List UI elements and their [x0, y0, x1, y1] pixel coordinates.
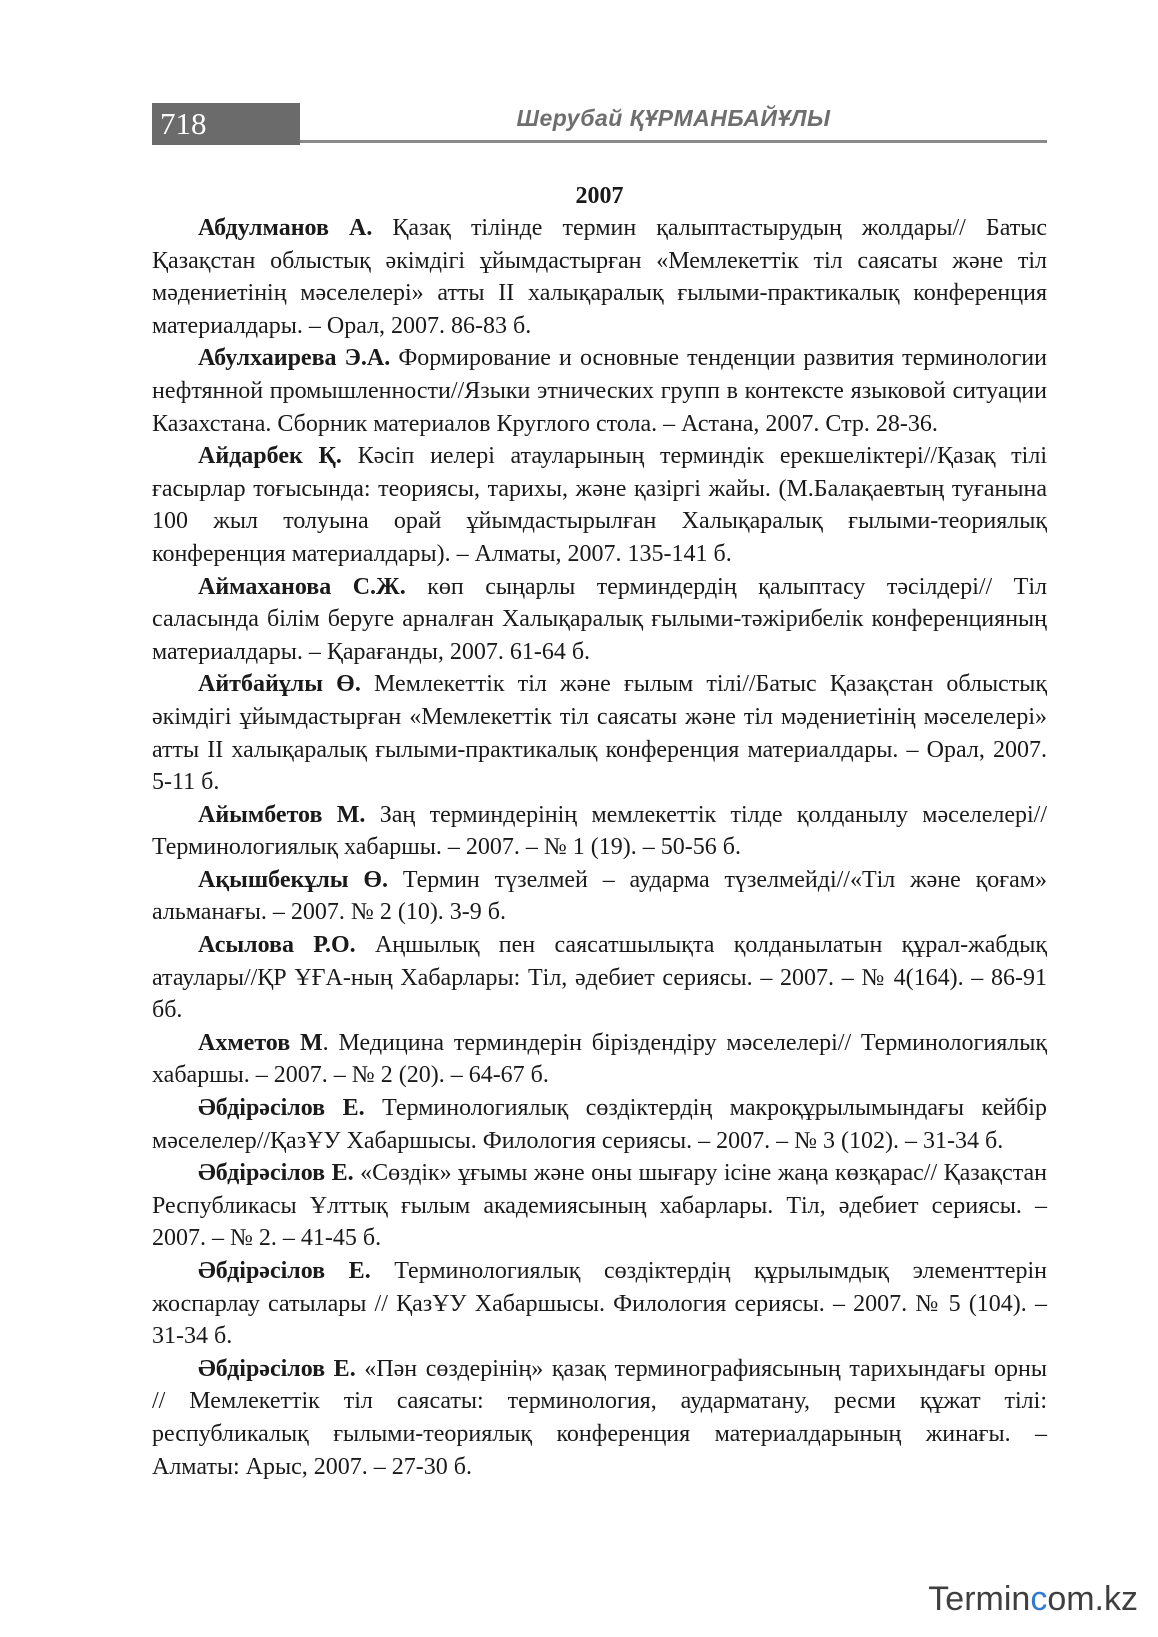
watermark-part1: Termin: [928, 1580, 1031, 1618]
bibliography-entry: [152, 1092, 1047, 1157]
bibliography-entry: [152, 1027, 1047, 1092]
page-content: [152, 180, 1047, 1483]
bibliography-entry: [152, 342, 1047, 440]
entry-text: . Медицина терминдерін біріздендіру мәселелері// Терминологиялық хабаршы. – 2007. – № 2 (20). – 64-67 б.: [152, 1029, 1047, 1089]
header-rule: [300, 140, 1047, 143]
bibliography-entry: [152, 668, 1047, 798]
bibliography-entry: [152, 1353, 1047, 1483]
entry-author: Айымбетов М.: [198, 801, 366, 828]
entry-author: Әбдірәсілов Е.: [198, 1095, 365, 1122]
entry-text: Қазақ тілінде термин қалыптастырудың жолдары// Батыс Қазақстан облыстық әкімдігі ұйымдастырған «Мемлекеттік тіл саясаты және тіл мәдениетінің мәселелері» атты ІІ халықаралық ғылыми-практикалық конференция материалдары. – Орал, 2007. 86-83 б.: [152, 215, 1048, 339]
bibliography-entry: [152, 571, 1047, 669]
bibliography-entry: [152, 1255, 1047, 1353]
bibliography-entry: [152, 440, 1047, 570]
section-year-heading: 2007: [575, 183, 624, 209]
entry-author: Абулхаирева Э.А.: [198, 345, 391, 372]
watermark-part3: om.kz: [1047, 1580, 1138, 1618]
bibliography-entry: [152, 929, 1047, 1027]
page-header: [152, 103, 1047, 145]
entry-text: көп сыңарлы терминдердің қалыптасу тәсілдері// Тіл саласында білім беруге арналған Халықаралық ғылыми-тәжірибелік конференцияның материалдары. – Қарағанды, 2007. 61-64 б.: [152, 573, 1047, 665]
entry-author: Ахметов М: [198, 1029, 323, 1056]
entry-text: Мемлекеттік тіл және ғылым тілі//Батыс Қазақстан облыстық әкімдігі ұйымдастырған «Мемлекеттік тіл саясаты және тіл мәдениетінің мәселелері» атты ІІ халықаралық ғылыми-практикалық конференция материалдары. – Орал, 2007. 5-11 б.: [152, 671, 1047, 796]
bibliography-entry: [152, 1157, 1047, 1255]
entry-author: Айтбайұлы Ө.: [198, 671, 361, 698]
entry-author: Айдарбек Қ.: [198, 443, 342, 470]
bibliography-entry: [152, 799, 1047, 864]
entry-text: «Пән сөздерінің» қазақ терминографиясының тарихындағы орны // Мемлекеттік тіл саясаты: терминология, аударматану, ресми құжат тілі: республикалық ғылыми-теориялық конференция материалдарының жинағы. – Алматы: Арыс, 2007. – 27-30 б.: [152, 1355, 1047, 1480]
entry-text: «Сөздік» ұғымы және оны шығару ісіне жаңа көзқарас// Қазақстан Республикасы Ұлттық ғылым академиясының хабарлары. Тіл, әдебиет сериясы. – 2007. – № 2. – 41-45 б.: [152, 1160, 1047, 1252]
entry-text: Аңшылық пен саясатшылықта қолданылатын құрал-жабдық атаулары//ҚР ҰҒА-ның Хабарлары: Тіл, әдебиет сериясы. – 2007. – № 4(164). – 86-91 бб.: [152, 932, 1047, 1024]
site-watermark: [928, 1580, 1138, 1619]
bibliography-entry: [152, 212, 1047, 342]
entry-text: Кәсіп иелері атауларының терминдік ерекшеліктері//Қазақ тілі ғасырлар тоғысында: теориясы, тарихы, және қазіргі жайы. (М.Балақаевтың туғанына 100 жыл толуына орай ұйымдастырылған Халықаралық ғылыми-теориялық конференция материалдары). – Алматы, 2007. 135-141 б.: [152, 443, 1047, 567]
entry-text: Термин түзелмей – аударма түзелмейді//«Тіл және қоғам» альманағы. – 2007. № 2 (10). 3-9 б.: [152, 866, 1047, 926]
entry-author: Абдулманов А.: [198, 215, 373, 241]
page-number: 718: [152, 103, 300, 145]
entry-author: Әбдірәсілов Е.: [198, 1258, 371, 1284]
entry-author: Әбдірәсілов Е.: [198, 1355, 356, 1382]
entry-author: Аймаханова С.Ж.: [198, 573, 406, 600]
entry-text: Терминологиялық сөздіктердің макроқұрылымындағы кейбір мәселелер//ҚазҰУ Хабаршысы. Филология сериясы. – 2007. – № 3 (102). – 31-34 б.: [152, 1095, 1047, 1154]
bibliography-entry: [152, 864, 1047, 929]
entry-text: Терминологиялық сөздіктердің құрылымдық элементтерін жоспарлау сатылары // ҚазҰУ Хабаршысы. Филология сериясы. – 2007. № 5 (104). – 31-34 б.: [152, 1258, 1047, 1350]
entry-author: Асылова Р.О.: [198, 932, 356, 959]
bibliography-list: [152, 212, 1047, 1483]
watermark-accent: c: [1030, 1580, 1048, 1618]
entry-author: Әбдірәсілов Е.: [198, 1160, 354, 1187]
entry-author: Ақышбекұлы Ө.: [198, 866, 389, 893]
entry-text: Заң терминдерінің мемлекеттік тілде қолданылу мәселелері//Терминологиялық хабаршы. – 2007. – № 1 (19). – 50-56 б.: [152, 801, 1048, 861]
running-header-author: Шерубай ҚҰРМАНБАЙҰЛЫ: [516, 105, 831, 131]
entry-text: Формирование и основные тенденции развития терминологии нефтянной промышленности//Языки этнических групп в контексте языковой ситуации Казахстана. Сборник материалов Круглого стола. – Астана, 2007. Стр. 28-36.: [152, 345, 1047, 437]
